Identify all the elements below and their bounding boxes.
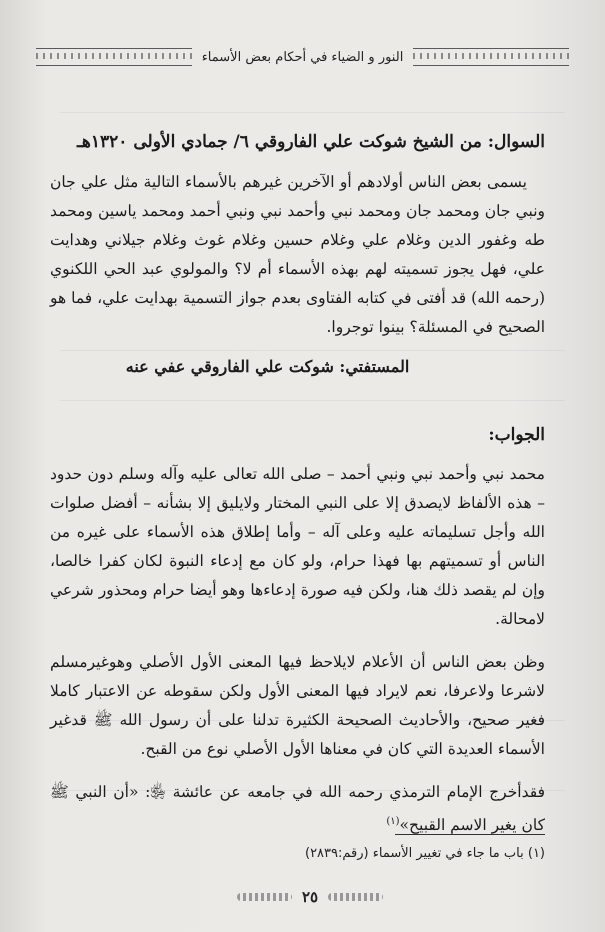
mustafti-line: المستفتي: شوكت علي الفاروقي عفي عنه — [125, 357, 410, 376]
answer-heading: الجواب: — [488, 425, 545, 445]
ornament-border-icon — [36, 48, 192, 66]
footnote: (١) باب ما جاء في تغيير الأسماء (رقم:٢٨٣٩) — [305, 846, 545, 861]
main-text — [50, 128, 545, 840]
bleed-through-line — [60, 112, 565, 119]
ornament-icon — [237, 893, 292, 901]
footnote-marker: (١) — [386, 816, 400, 827]
page-number: ٢٥ — [301, 888, 319, 906]
ornament-icon — [328, 893, 383, 901]
answer-paragraph: وظن بعض الناس أن الأعلام لايلاحظ فيها المعنى الأول الأصلي وهوغيرمسلم لاشرعا ولاعرفا، نعم لايراد فيها المعنى الأول ولكن سقوطه عن الاعتبار كاملا فغير صحيح، والأحاديث الصحيحة الكثيرة تدلنا على أن رسول الله ﷺ قدغير الأسماء العديدة التي كان في معناها الأول الأصلي نوع من القبح. — [50, 653, 545, 758]
header-title: النور و الضياء في أحكام بعض الأسماء — [201, 49, 404, 65]
footnote-divider — [395, 834, 545, 835]
answer-paragraph-text: فقدأخرج الإمام الترمذي رحمه الله في جامعه عن عائشة ﵂: «أن النبي ﷺ كان يغير الاسم القبيح» — [50, 783, 545, 835]
answer-paragraph — [50, 778, 545, 840]
running-header — [30, 40, 575, 74]
ornament-border-icon — [413, 48, 569, 66]
answer-paragraph: محمد نبي وأحمد نبي ونبي أحمد – صلى الله تعالى عليه وآله وسلم دون حدود – هذه الألفاظ لايصدق إلا على النبي المختار ولايليق إلا بشأنه – أفضل صلوات الله وأجل تسليماته عليه وعلى آله – وأما إطلاق هذه الأسماء على غيره من الناس أو تسميتهم بها فهذا حرام، ولو كان مع إدعاء النبوة لكان كفرا خالصا، وإن لم يقصد ذلك هنا، ولكن فيه صورة إدعاءها وهو أيضا حرام ومحذور شرعي لامحالة. — [50, 465, 545, 628]
question-title: السوال: من الشيخ شوكت علي الفاروقي ٦/ جمادي الأولى ١٣٢٠هـ — [76, 132, 545, 152]
page-footer — [200, 884, 420, 910]
question-body-text: يسمى بعض الناس أولادهم أو الآخرين غيرهم بالأسماء التالية مثل علي جان ونبي جان ومحمد جان ومحمد نبي وأحمد نبي ونبي أحمد ومحمد ياسين ومحمد طه وغفور الدين وغلام علي وغلام حسين وغلام غوث وغلام جيلاني وهدايت علي، فهل يجوز تسميته لهم بهذه الأسماء أم لا؟ والمولوي عبد الحي اللكنوي (رحمه الله) قد أفتى في كتابه الفتاوى بعدم جواز التسمية بهدايت علي، فما هو الصحيح في المسئلة؟ بينوا توجروا. — [50, 173, 545, 336]
question-body — [50, 168, 545, 342]
